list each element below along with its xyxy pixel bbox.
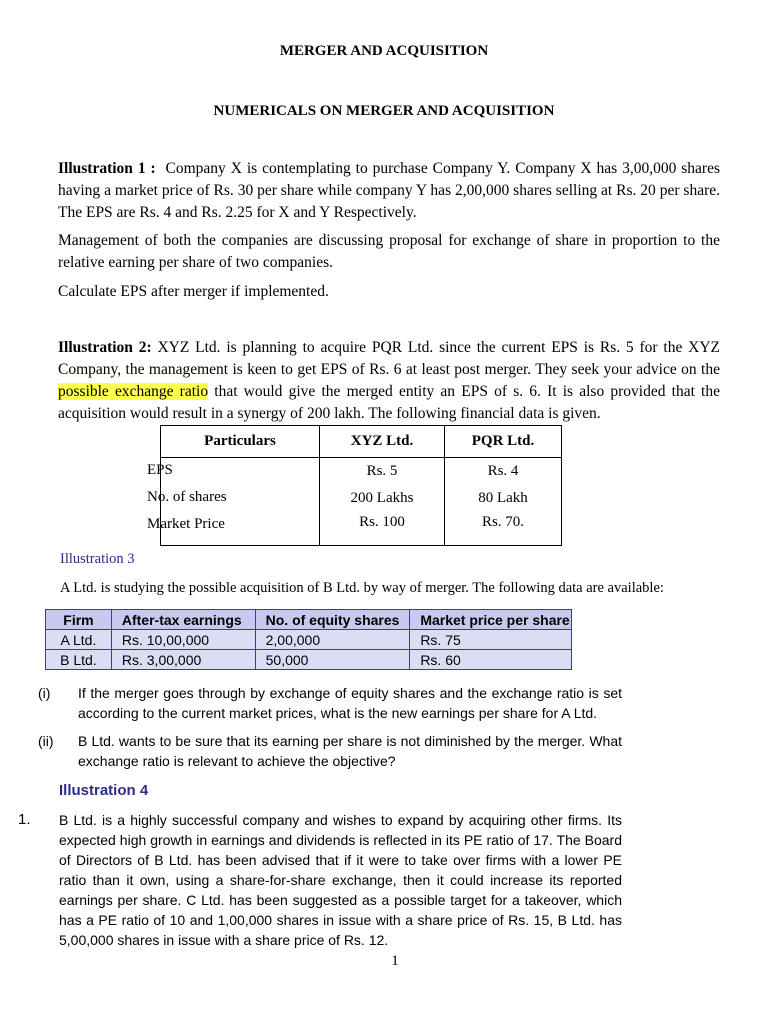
firm-data-table (45, 609, 572, 670)
illustration-2-text-before: XYZ Ltd. is planning to acquire PQR Ltd. since the current EPS is Rs. 5 for the XYZ Company, the management is keen to get EPS of Rs. 6 at least post merger. They seek your advice on the (58, 339, 720, 378)
document-subtitle: NUMERICALS ON MERGER AND ACQUISITION (213, 103, 555, 119)
table-cell: Rs. 100 (320, 512, 445, 546)
table-cell: Rs. 75 (410, 630, 572, 650)
table-header-cell: No. of equity shares (255, 610, 410, 630)
table-row (161, 458, 562, 486)
illustration-4-text: B Ltd. is a highly successful company and wishes to expand by acquiring other firms. Its expected high growth in earnings and dividends is reflected in its PE ratio of 17. The Board of Directors of B Ltd. has been advised that if it were to take over firms with a lower PE ratio than it own, using a share-for-share exchange, then it could increase its reported earnings per share. C Ltd. has been suggested as a possible target for a takeover, which has a PE ratio of 10 and 1,00,000 shares in issue with a share price of Rs. 15, B Ltd. has 5,00,000 shares in issue with a share price of Rs. 12. (59, 812, 622, 948)
illustration-3-label: Illustration 3 (60, 551, 135, 567)
table-header-cell: Firm (46, 610, 112, 630)
page-number: 1 (391, 953, 399, 969)
table-header-cell: XYZ Ltd. (320, 426, 445, 458)
illustration-1-label: Illustration 1 : (58, 160, 156, 177)
table-cell: 2,00,000 (255, 630, 410, 650)
table-header-cell: Particulars (161, 426, 320, 458)
table-cell: A Ltd. (46, 630, 112, 650)
table-header-cell: After-tax earnings (111, 610, 255, 630)
illustration-1-paragraph-1 (58, 158, 720, 224)
table-header-row (46, 610, 572, 630)
table-cell: 50,000 (255, 650, 410, 670)
illustration-4-label: Illustration 4 (59, 782, 149, 799)
table-cell: B Ltd. (46, 650, 112, 670)
table-cell: Rs. 10,00,000 (111, 630, 255, 650)
table-cell: Rs. 60 (410, 650, 572, 670)
table-row (46, 650, 572, 670)
question-number: (ii) (38, 733, 54, 749)
row-label-shares: No. of shares (147, 489, 227, 505)
illustration-2-text-after: that would give the merged entity an EPS of s. 6. It is also provided that the acquisition would result in a synergy of 200 lakh. The following financial data is given. (58, 383, 720, 422)
row-label-price: Market Price (147, 516, 225, 532)
illustration-3-intro: A Ltd. is studying the possible acquisition of B Ltd. by way of merger. The following data are available: (60, 580, 664, 596)
table-cell: Rs. 4 (445, 458, 562, 486)
table-cell: Rs. 3,00,000 (111, 650, 255, 670)
illustration-1-paragraph-2: Management of both the companies are discussing proposal for exchange of share in proportion to the relative earning per share of two companies. (58, 232, 720, 271)
question-text: If the merger goes through by exchange of equity shares and the exchange ratio is set according to the current market prices, what is the new earnings per share for A Ltd. (78, 685, 622, 721)
document-title: MERGER AND ACQUISITION (279, 43, 489, 59)
table-header-row (161, 426, 562, 458)
table-cell-label (161, 458, 320, 486)
illustration-2-label: Illustration 2: (58, 339, 152, 356)
question-number: (i) (38, 685, 51, 701)
highlighted-phrase: possible exchange ratio (58, 383, 209, 400)
illustration-1-text: Company X is contemplating to purchase Company Y. Company X has 3,00,000 shares having a market price of Rs. 30 per share while company Y has 2,00,000 shares selling at Rs. 20 per share. The EPS are Rs. 4 and Rs. 2.25 for X and Y Respectively. (58, 160, 720, 221)
row-label-eps: EPS (147, 462, 173, 478)
table-cell: 200 Lakhs (320, 485, 445, 512)
illustration-2-paragraph (58, 337, 720, 425)
table-cell: Rs. 5 (320, 458, 445, 486)
question-text: B Ltd. wants to be sure that its earning per share is not diminished by the merger. What exchange ratio is relevant to achieve the objective? (78, 733, 622, 769)
table-cell: Rs. 70. (445, 512, 562, 546)
table-row (46, 630, 572, 650)
table-cell: 80 Lakh (445, 485, 562, 512)
table-header-cell: PQR Ltd. (445, 426, 562, 458)
illustration-1-paragraph-3: Calculate EPS after merger if implemented. (58, 283, 329, 300)
item-number: 1. (18, 811, 31, 828)
table-header-cell: Market price per share (410, 610, 572, 630)
